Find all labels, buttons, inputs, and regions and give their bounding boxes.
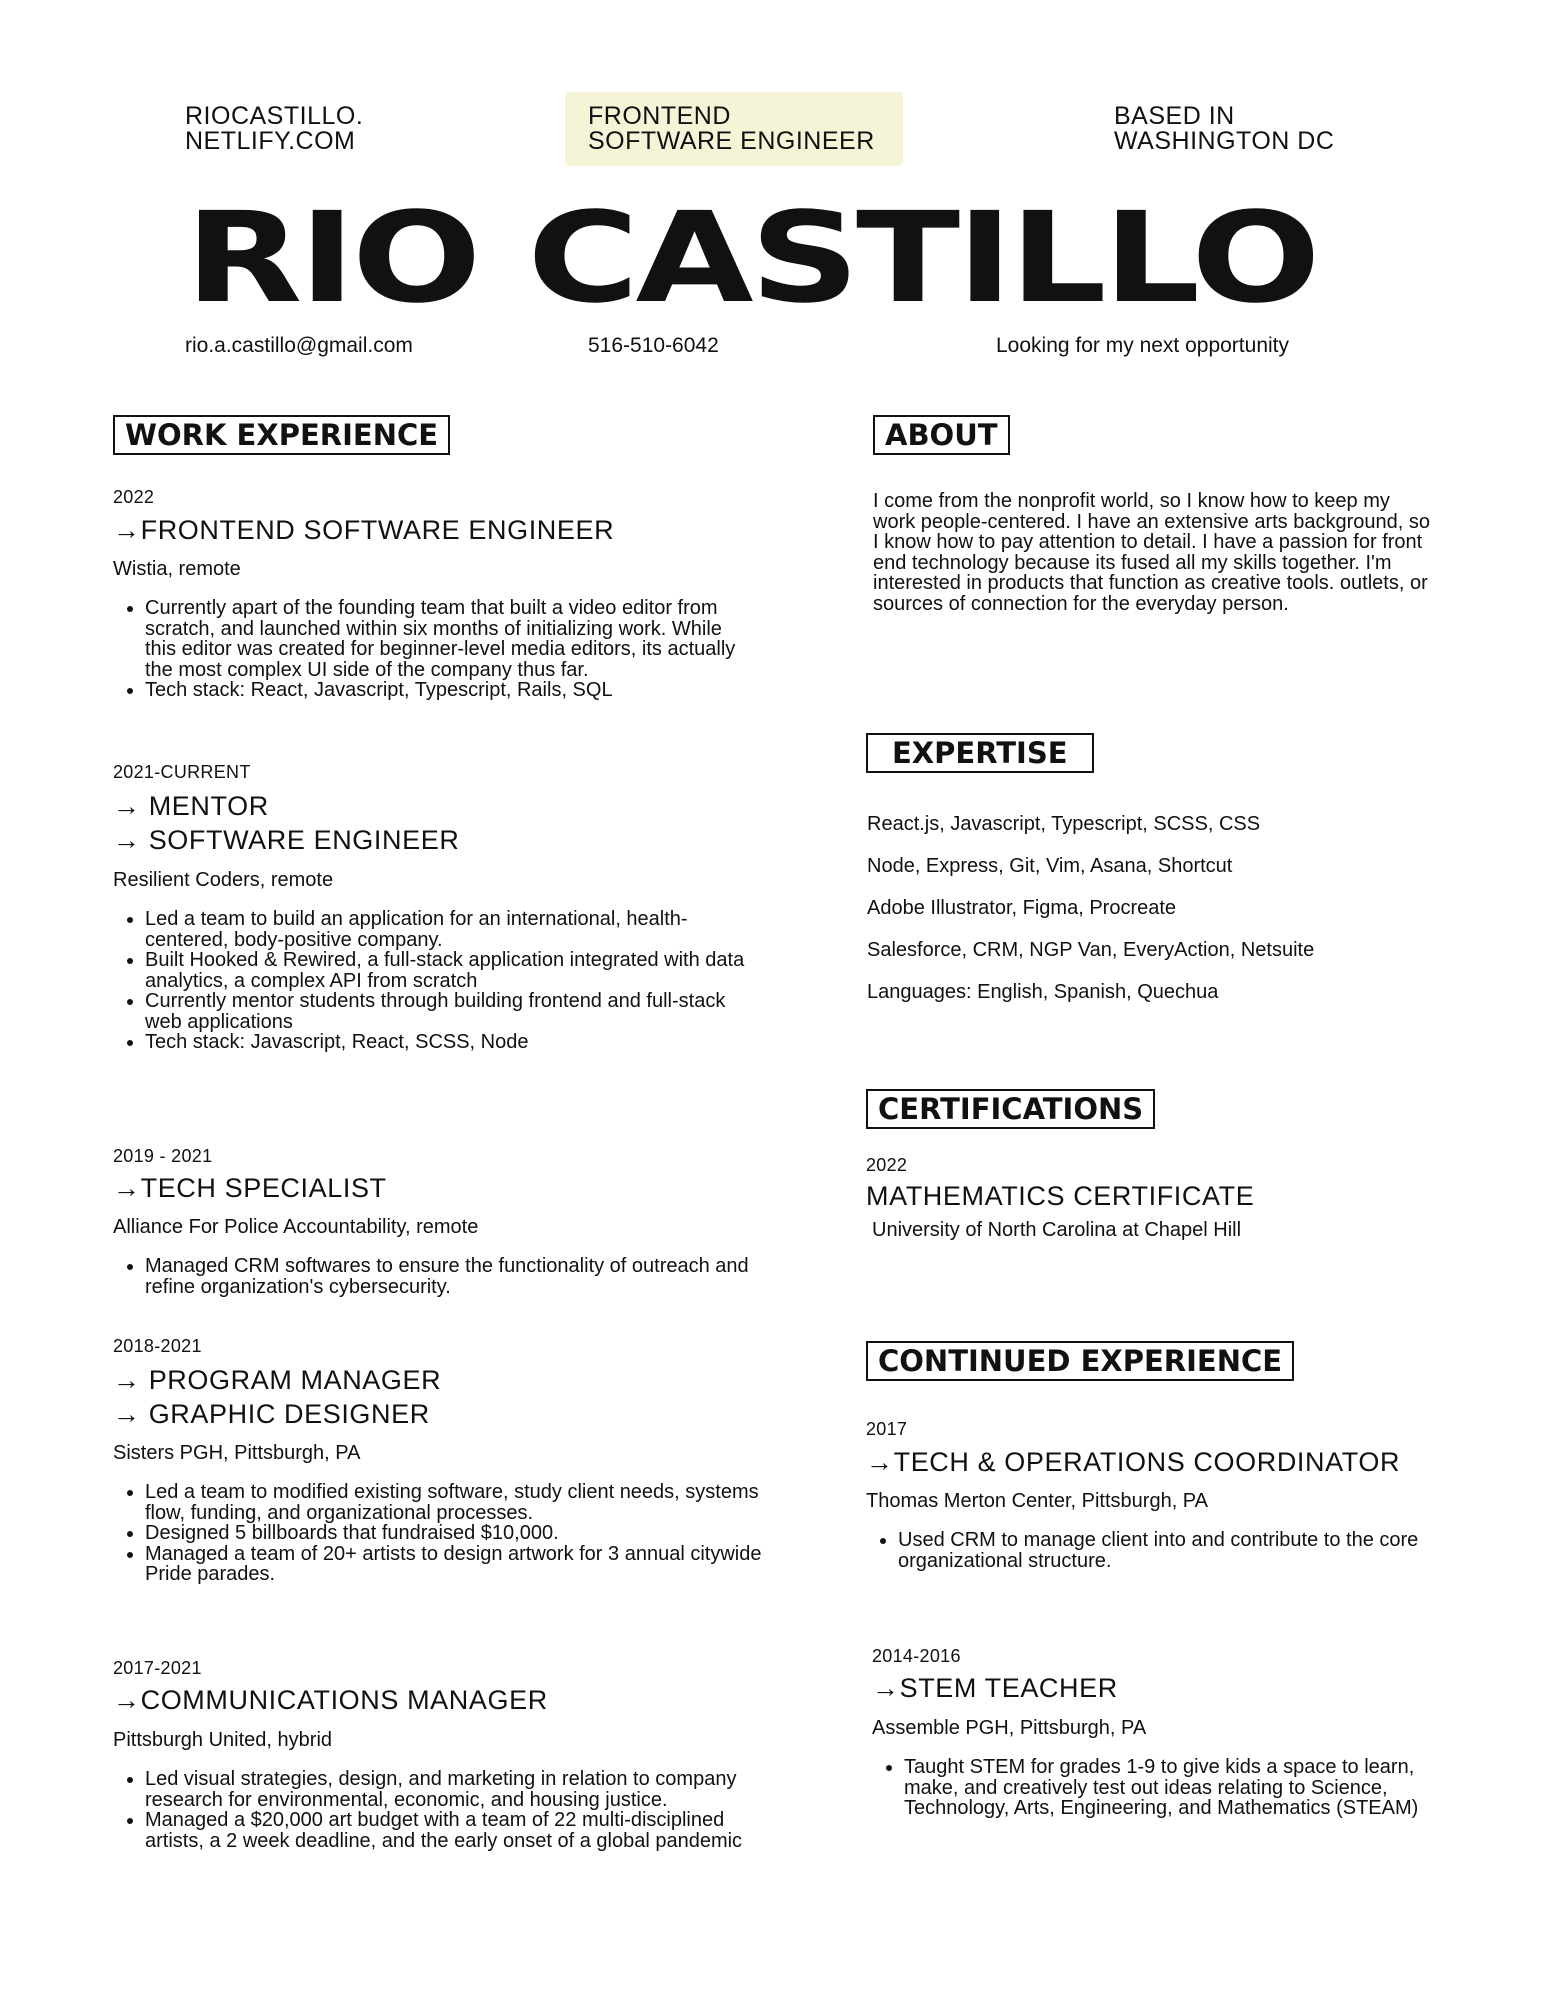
about-text: I come from the nonprofit world, so I know how to keep my work people-centered. I have an extensive arts background, so I know how to pay attention to detail. I have a passion for front end technology because its fused all my skills together. I'm interested in products that function as creative tools. outlets, or sources of connection for the everyday person. bbox=[873, 490, 1430, 615]
job-bullets bbox=[113, 1482, 765, 1585]
job-role: →FRONTEND SOFTWARE ENGINEER bbox=[113, 515, 615, 545]
expertise-item: React.js, Javascript, Typescript, SCSS, CSS bbox=[867, 813, 1261, 835]
candidate-name: RIO CASTILLO bbox=[185, 186, 1318, 331]
job-title-line-1: FRONTEND bbox=[588, 102, 731, 130]
job-role: →COMMUNICATIONS MANAGER bbox=[113, 1685, 548, 1715]
job-bullets bbox=[113, 1769, 760, 1851]
job-bullet: • Managed CRM softwares to ensure the functionality of outreach and refine organization's cybersecurity. bbox=[145, 1256, 785, 1297]
job-title-line-2: SOFTWARE ENGINEER bbox=[588, 127, 875, 155]
expertise-item: Node, Express, Git, Vim, Asana, Shortcut bbox=[867, 855, 1233, 877]
website-line-1: RIOCASTILLO. bbox=[185, 102, 364, 130]
job-bullets bbox=[113, 1256, 785, 1297]
job-bullets bbox=[113, 909, 745, 1053]
job-bullets bbox=[113, 598, 755, 701]
job-bullet: • Led visual strategies, design, and marketing in relation to company research for environmental, economic, and housing justice. bbox=[145, 1769, 760, 1810]
expertise-item: Salesforce, CRM, NGP Van, EveryAction, Netsuite bbox=[867, 939, 1315, 961]
location-line-1: BASED IN bbox=[1114, 102, 1235, 130]
job-role: →TECH SPECIALIST bbox=[113, 1173, 387, 1203]
job-bullet: • Designed 5 billboards that fundraised $10,000. bbox=[145, 1523, 765, 1544]
email[interactable]: rio.a.castillo@gmail.com bbox=[185, 334, 413, 357]
job-role: → SOFTWARE ENGINEER bbox=[113, 825, 460, 855]
job-role: → PROGRAM MANAGER bbox=[113, 1365, 442, 1395]
job-org: Pittsburgh United, hybrid bbox=[113, 1729, 333, 1751]
job-bullet: • Tech stack: Javascript, React, SCSS, Node bbox=[145, 1032, 745, 1053]
job-role: →STEM TEACHER bbox=[872, 1673, 1118, 1703]
job-bullet: • Taught STEM for grades 1-9 to give kids a space to learn, make, and creatively test out ideas relating to Science, Technology, Arts, Engineering, and Mathematics (STEAM) bbox=[904, 1757, 1424, 1819]
job-bullets bbox=[872, 1757, 1424, 1819]
job-date: 2018-2021 bbox=[113, 1336, 202, 1356]
phone[interactable]: 516-510-6042 bbox=[588, 334, 719, 357]
location bbox=[1114, 104, 1334, 154]
job-date: 2019 - 2021 bbox=[113, 1146, 213, 1166]
job-bullet: • Led a team to modified existing software, study client needs, systems flow, funding, and organizational processes. bbox=[145, 1482, 765, 1523]
job-org: Wistia, remote bbox=[113, 558, 241, 580]
job-bullet: • Currently apart of the founding team that built a video editor from scratch, and launched within six months of initializing work. While this editor was created for beginner-level media editors, its actually the most complex UI side of the company thus far. bbox=[145, 598, 755, 680]
availability-status: Looking for my next opportunity bbox=[996, 334, 1289, 357]
certification-title: MATHEMATICS CERTIFICATE bbox=[866, 1181, 1255, 1211]
job-bullet: • Built Hooked & Rewired, a full-stack application integrated with data analytics, a complex API from scratch bbox=[145, 950, 745, 991]
job-date: 2021-CURRENT bbox=[113, 762, 251, 782]
job-title bbox=[588, 104, 875, 154]
certification-org: University of North Carolina at Chapel Hill bbox=[872, 1219, 1242, 1241]
job-date: 2017-2021 bbox=[113, 1658, 202, 1678]
job-bullet: • Tech stack: React, Javascript, Typescript, Rails, SQL bbox=[145, 680, 755, 701]
job-org: Sisters PGH, Pittsburgh, PA bbox=[113, 1442, 361, 1464]
section-title-work-experience: WORK EXPERIENCE bbox=[113, 415, 450, 455]
website[interactable] bbox=[185, 104, 363, 154]
job-date: 2017 bbox=[866, 1419, 908, 1439]
expertise-item: Adobe Illustrator, Figma, Procreate bbox=[867, 897, 1177, 919]
section-title-expertise: EXPERTISE bbox=[866, 733, 1094, 773]
job-role: →TECH & OPERATIONS COORDINATOR bbox=[866, 1447, 1401, 1477]
section-title-about: ABOUT bbox=[873, 415, 1010, 455]
job-bullet: • Led a team to build an application for an international, health-centered, body-positive company. bbox=[145, 909, 745, 950]
job-org: Alliance For Police Accountability, remote bbox=[113, 1216, 479, 1238]
expertise-item: Languages: English, Spanish, Quechua bbox=[867, 981, 1219, 1003]
location-line-2: WASHINGTON DC bbox=[1114, 127, 1335, 155]
job-bullets bbox=[866, 1530, 1458, 1571]
website-line-2: NETLIFY.COM bbox=[185, 127, 356, 155]
section-title-continued-experience: CONTINUED EXPERIENCE bbox=[866, 1341, 1294, 1381]
job-org: Assemble PGH, Pittsburgh, PA bbox=[872, 1717, 1147, 1739]
job-bullet: • Used CRM to manage client into and contribute to the core organizational structure. bbox=[898, 1530, 1458, 1571]
job-date: 2014-2016 bbox=[872, 1646, 961, 1666]
job-role: → MENTOR bbox=[113, 791, 269, 821]
job-org: Thomas Merton Center, Pittsburgh, PA bbox=[866, 1490, 1209, 1512]
job-bullet: • Managed a $20,000 art budget with a team of 22 multi-disciplined artists, a 2 week deadline, and the early onset of a global pandemic bbox=[145, 1810, 760, 1851]
job-bullet: • Currently mentor students through building frontend and full-stack web applications bbox=[145, 991, 745, 1032]
job-role: → GRAPHIC DESIGNER bbox=[113, 1399, 430, 1429]
job-bullet: • Managed a team of 20+ artists to design artwork for 3 annual citywide Pride parades. bbox=[145, 1544, 765, 1585]
certification-date: 2022 bbox=[866, 1155, 908, 1175]
section-title-certifications: CERTIFICATIONS bbox=[866, 1089, 1155, 1129]
job-date: 2022 bbox=[113, 487, 155, 507]
job-org: Resilient Coders, remote bbox=[113, 869, 334, 891]
